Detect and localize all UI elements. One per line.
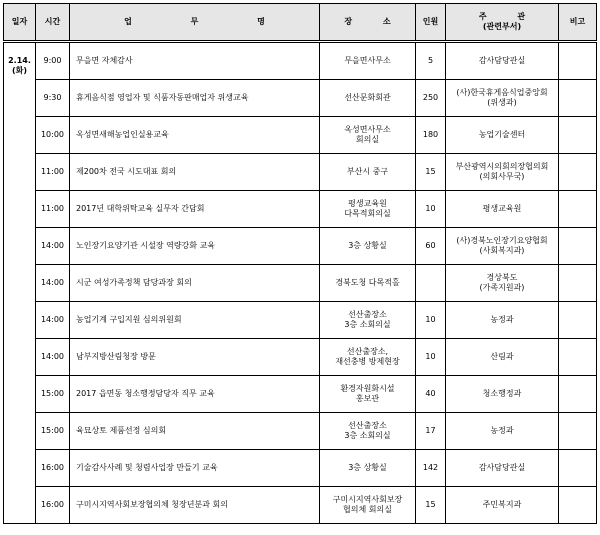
people-cell: 142 — [416, 450, 446, 487]
host-cell — [446, 191, 559, 228]
place-cell — [320, 42, 416, 80]
host-line: 감사담당관실 — [478, 463, 526, 472]
place-line: 3층 상황실 — [348, 463, 387, 472]
place-line: 다목적회의실 — [344, 209, 391, 218]
host-line: (사)한국휴게음식업중앙회 — [456, 88, 548, 97]
table-row — [4, 376, 597, 413]
header-time: 시간 — [36, 4, 70, 42]
host-line: (가족지원과) — [479, 283, 525, 292]
table-row — [4, 413, 597, 450]
host-line: 농정과 — [490, 315, 514, 324]
host-cell — [446, 42, 559, 80]
host-line: 평생교육원 — [482, 204, 522, 213]
note-cell — [559, 80, 597, 117]
people-cell: 5 — [416, 42, 446, 80]
table-row — [4, 42, 597, 80]
schedule-body — [4, 42, 597, 524]
time-cell: 15:00 — [36, 413, 70, 450]
host-line: (사회복지과) — [479, 246, 525, 255]
host-cell — [446, 302, 559, 339]
host-cell — [446, 80, 559, 117]
place-line: 경북도청 다목적홀 — [335, 278, 400, 287]
people-cell: 60 — [416, 228, 446, 265]
task-cell: 남부지방산림청장 방문 — [70, 339, 320, 376]
table-row — [4, 228, 597, 265]
host-line: 청소행정과 — [482, 389, 522, 398]
header-place-label: 장 소 — [344, 17, 405, 26]
place-line: 협의체 회의실 — [343, 505, 392, 514]
host-line: 산림과 — [490, 352, 514, 361]
place-cell — [320, 228, 416, 265]
host-cell — [446, 228, 559, 265]
time-cell: 14:00 — [36, 228, 70, 265]
host-line: 주민복지과 — [482, 500, 522, 509]
table-row — [4, 80, 597, 117]
time-cell: 14:00 — [36, 339, 70, 376]
place-cell — [320, 265, 416, 302]
note-cell — [559, 376, 597, 413]
schedule-table — [3, 3, 597, 524]
place-cell — [320, 487, 416, 524]
time-cell: 15:00 — [36, 376, 70, 413]
note-cell — [559, 302, 597, 339]
header-place — [320, 4, 416, 42]
place-line: 구미시지역사회보장 — [332, 495, 403, 504]
host-cell — [446, 413, 559, 450]
place-line: 재선충병 방제현장 — [335, 357, 400, 366]
date-day: 2.14. — [8, 56, 31, 65]
table-row — [4, 450, 597, 487]
header-host-sub: (관련부서) — [482, 22, 522, 31]
people-cell: 15 — [416, 487, 446, 524]
task-cell: 2017년 대학위탁교육 실무자 간담회 — [70, 191, 320, 228]
people-cell: 15 — [416, 154, 446, 191]
place-line: 홍보관 — [355, 394, 380, 403]
table-row — [4, 154, 597, 191]
note-cell — [559, 450, 597, 487]
place-cell — [320, 154, 416, 191]
host-cell — [446, 376, 559, 413]
time-cell: 14:00 — [36, 265, 70, 302]
time-cell: 16:00 — [36, 450, 70, 487]
header-note: 비고 — [559, 4, 597, 42]
task-cell: 시군 여성가족정책 담당과장 회의 — [70, 265, 320, 302]
place-line: 3층 상황실 — [348, 241, 387, 250]
table-row — [4, 487, 597, 524]
place-line: 회의실 — [355, 135, 380, 144]
time-cell: 9:30 — [36, 80, 70, 117]
task-cell: 육묘상토 제품선정 심의회 — [70, 413, 320, 450]
place-line: 부산시 중구 — [346, 167, 389, 176]
people-cell — [416, 265, 446, 302]
place-line: 무을면사무소 — [344, 56, 391, 65]
place-cell — [320, 413, 416, 450]
place-line: 옥성면사무소 — [344, 125, 391, 134]
host-line: (사)경북노인장기요양협회 — [456, 236, 548, 245]
task-cell: 무을면 자체감사 — [70, 42, 320, 80]
place-line: 선산출장소 — [348, 421, 387, 430]
task-cell: 기술감사사례 및 청렴사업장 만들기 교육 — [70, 450, 320, 487]
host-line: 농업기술센터 — [478, 130, 526, 139]
place-line: 선산문화회관 — [344, 93, 391, 102]
table-row — [4, 302, 597, 339]
host-cell — [446, 339, 559, 376]
host-line: (위생과) — [487, 98, 517, 107]
note-cell — [559, 413, 597, 450]
host-line: (의회사무국) — [479, 172, 525, 181]
people-cell: 180 — [416, 117, 446, 154]
header-host — [446, 4, 559, 42]
header-date: 일자 — [4, 4, 36, 42]
host-line: 경상북도 — [486, 273, 518, 282]
host-cell — [446, 117, 559, 154]
place-cell — [320, 339, 416, 376]
header-people: 인원 — [416, 4, 446, 42]
place-cell — [320, 376, 416, 413]
place-cell — [320, 302, 416, 339]
place-line: 환경자원화시설 — [340, 384, 395, 393]
place-line: 평생교육원 — [348, 199, 387, 208]
people-cell: 10 — [416, 191, 446, 228]
task-cell: 농업기계 구입지원 심의위원회 — [70, 302, 320, 339]
task-cell: 옥성면새해농업인실용교육 — [70, 117, 320, 154]
task-cell: 2017 읍면동 청소행정담당자 직무 교육 — [70, 376, 320, 413]
note-cell — [559, 117, 597, 154]
header-row — [4, 4, 597, 42]
host-cell — [446, 154, 559, 191]
note-cell — [559, 191, 597, 228]
task-cell: 구미시지역사회보장협의체 청장년분과 회의 — [70, 487, 320, 524]
place-cell — [320, 450, 416, 487]
note-cell — [559, 228, 597, 265]
host-cell — [446, 265, 559, 302]
people-cell: 40 — [416, 376, 446, 413]
people-cell: 10 — [416, 302, 446, 339]
note-cell — [559, 265, 597, 302]
place-line: 3층 소회의실 — [344, 320, 391, 329]
place-line: 3층 소회의실 — [344, 431, 391, 440]
place-line: 선산출장소 — [348, 310, 387, 319]
table-row — [4, 265, 597, 302]
people-cell: 17 — [416, 413, 446, 450]
host-line: 감사담당관실 — [478, 56, 526, 65]
people-cell: 250 — [416, 80, 446, 117]
table-row — [4, 117, 597, 154]
date-weekday: (화) — [11, 66, 28, 75]
task-cell: 제200차 전국 시도대표 회의 — [70, 154, 320, 191]
header-task — [70, 4, 320, 42]
note-cell — [559, 339, 597, 376]
time-cell: 11:00 — [36, 191, 70, 228]
place-cell — [320, 117, 416, 154]
table-row — [4, 339, 597, 376]
note-cell — [559, 42, 597, 80]
place-cell — [320, 191, 416, 228]
date-cell — [4, 42, 36, 524]
host-cell — [446, 450, 559, 487]
note-cell — [559, 154, 597, 191]
people-cell: 10 — [416, 339, 446, 376]
header-host-main: 주 관 — [478, 12, 540, 21]
header-task-label: 업 무 명 — [124, 17, 293, 26]
place-line: 선산출장소, — [346, 347, 389, 356]
task-cell: 휴게음식점 영업자 및 식품자동판매업자 위생교육 — [70, 80, 320, 117]
time-cell: 10:00 — [36, 117, 70, 154]
table-row — [4, 191, 597, 228]
time-cell: 11:00 — [36, 154, 70, 191]
host-cell — [446, 487, 559, 524]
host-line: 부산광역시의회의장협의회 — [455, 162, 549, 171]
task-cell: 노인장기요양기관 시설장 역량강화 교육 — [70, 228, 320, 265]
note-cell — [559, 487, 597, 524]
place-cell — [320, 80, 416, 117]
time-cell: 9:00 — [36, 42, 70, 80]
time-cell: 14:00 — [36, 302, 70, 339]
time-cell: 16:00 — [36, 487, 70, 524]
host-line: 농정과 — [490, 426, 514, 435]
